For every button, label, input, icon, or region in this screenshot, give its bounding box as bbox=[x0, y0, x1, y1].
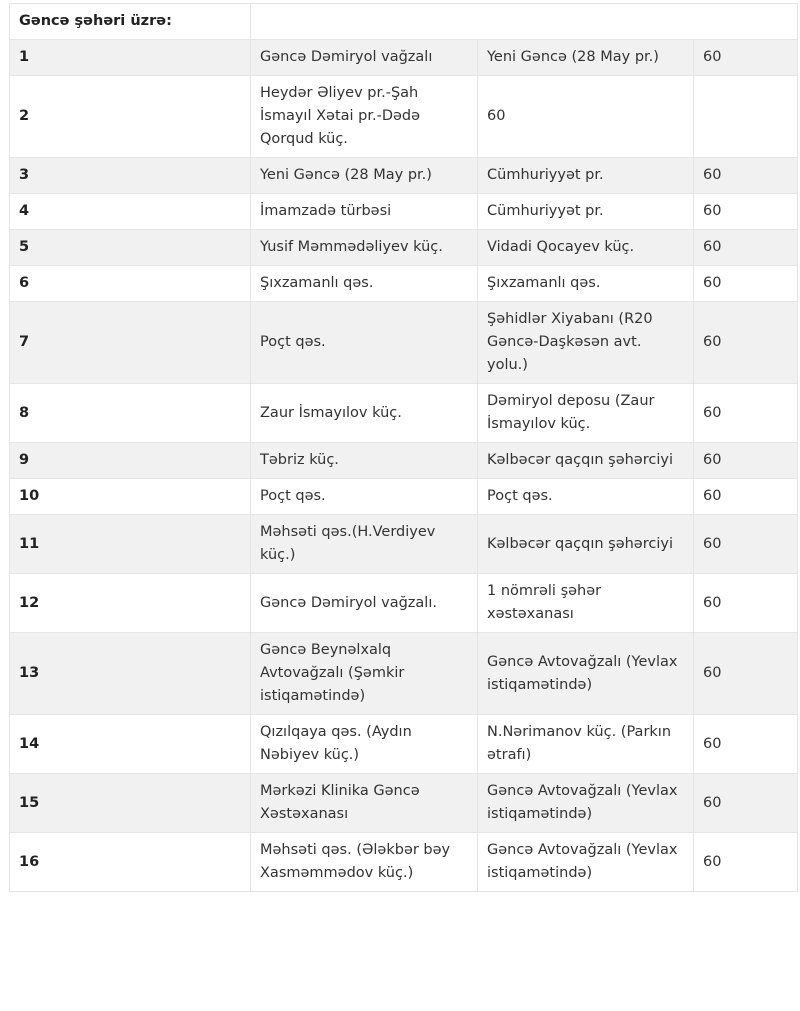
route-end: N.Nərimanov küç. (Parkın ətrafı) bbox=[478, 715, 694, 774]
row-number: 12 bbox=[10, 574, 251, 633]
speed-limit: 60 bbox=[694, 715, 798, 774]
route-end: Cümhuriyyət pr. bbox=[478, 158, 694, 194]
row-number: 16 bbox=[10, 833, 251, 892]
row-number: 13 bbox=[10, 633, 251, 715]
speed-limit: 60 bbox=[694, 40, 798, 76]
row-number: 11 bbox=[10, 515, 251, 574]
route-start: Məhsəti qəs.(H.Verdiyev küç.) bbox=[251, 515, 478, 574]
route-end: Gəncə Avtovağzalı (Yevlax istiqamətində) bbox=[478, 833, 694, 892]
table-row bbox=[10, 158, 798, 194]
route-end: Kəlbəcər qaçqın şəhərciyi bbox=[478, 515, 694, 574]
speed-limit: 60 bbox=[694, 302, 798, 384]
route-end: Şıxzamanlı qəs. bbox=[478, 266, 694, 302]
route-start: Yeni Gəncə (28 May pr.) bbox=[251, 158, 478, 194]
route-start: Mərkəzi Klinika Gəncə Xəstəxanası bbox=[251, 774, 478, 833]
route-end: Poçt qəs. bbox=[478, 479, 694, 515]
table-row bbox=[10, 774, 798, 833]
row-number: 5 bbox=[10, 230, 251, 266]
route-start: Təbriz küç. bbox=[251, 443, 478, 479]
table-row bbox=[10, 76, 798, 158]
row-number: 1 bbox=[10, 40, 251, 76]
speed-limit: 60 bbox=[694, 633, 798, 715]
table-row bbox=[10, 384, 798, 443]
route-end: 1 nömrəli şəhər xəstəxanası bbox=[478, 574, 694, 633]
route-start: Gəncə Beynəlxalq Avtovağzalı (Şəmkir istiqamətində) bbox=[251, 633, 478, 715]
row-number: 2 bbox=[10, 76, 251, 158]
speed-limit: 60 bbox=[694, 574, 798, 633]
table-row bbox=[10, 633, 798, 715]
route-end: Kəlbəcər qaçqın şəhərciyi bbox=[478, 443, 694, 479]
row-number: 3 bbox=[10, 158, 251, 194]
table-row bbox=[10, 443, 798, 479]
route-start: Zaur İsmayılov küç. bbox=[251, 384, 478, 443]
table-row bbox=[10, 715, 798, 774]
route-end: Vidadi Qocayev küç. bbox=[478, 230, 694, 266]
route-end: Yeni Gəncə (28 May pr.) bbox=[478, 40, 694, 76]
speed-limit: 60 bbox=[694, 833, 798, 892]
row-number: 6 bbox=[10, 266, 251, 302]
route-start: Gəncə Dəmiryol vağzalı. bbox=[251, 574, 478, 633]
route-end: Dəmiryol deposu (Zaur İsmayılov küç. bbox=[478, 384, 694, 443]
row-number: 8 bbox=[10, 384, 251, 443]
section-title: Gəncə şəhəri üzrə: bbox=[10, 4, 251, 40]
table-row bbox=[10, 479, 798, 515]
route-end: Cümhuriyyət pr. bbox=[478, 194, 694, 230]
row-number: 14 bbox=[10, 715, 251, 774]
speed-limit: 60 bbox=[694, 230, 798, 266]
section-header-row bbox=[10, 4, 798, 40]
table-row bbox=[10, 574, 798, 633]
speed-limit: 60 bbox=[694, 266, 798, 302]
section-header-spacer bbox=[251, 4, 798, 40]
route-start: İmamzadə türbəsi bbox=[251, 194, 478, 230]
row-number: 9 bbox=[10, 443, 251, 479]
row-number: 4 bbox=[10, 194, 251, 230]
route-start: Yusif Məmmədəliyev küç. bbox=[251, 230, 478, 266]
speed-limit: 60 bbox=[694, 384, 798, 443]
route-start: Məhsəti qəs. (Ələkbər bəy Xasməmmədov küç.) bbox=[251, 833, 478, 892]
route-end: Gəncə Avtovağzalı (Yevlax istiqamətində) bbox=[478, 633, 694, 715]
speed-limit: 60 bbox=[694, 515, 798, 574]
routes-table bbox=[9, 3, 798, 892]
route-start: Şıxzamanlı qəs. bbox=[251, 266, 478, 302]
table-row bbox=[10, 194, 798, 230]
speed-limit: 60 bbox=[694, 479, 798, 515]
speed-limit: 60 bbox=[694, 443, 798, 479]
speed-limit bbox=[694, 76, 798, 158]
route-start: Qızılqaya qəs. (Aydın Nəbiyev küç.) bbox=[251, 715, 478, 774]
table-row bbox=[10, 266, 798, 302]
route-start: Gəncə Dəmiryol vağzalı bbox=[251, 40, 478, 76]
speed-limit: 60 bbox=[694, 194, 798, 230]
route-start: Heydər Əliyev pr.-Şah İsmayıl Xətai pr.-Dədə Qorqud küç. bbox=[251, 76, 478, 158]
routes-table-body bbox=[10, 3, 798, 892]
table-row bbox=[10, 302, 798, 384]
speed-limit: 60 bbox=[694, 774, 798, 833]
route-start: Poçt qəs. bbox=[251, 479, 478, 515]
row-number: 7 bbox=[10, 302, 251, 384]
table-row bbox=[10, 230, 798, 266]
route-end: 60 bbox=[478, 76, 694, 158]
route-end: Gəncə Avtovağzalı (Yevlax istiqamətində) bbox=[478, 774, 694, 833]
speed-limit: 60 bbox=[694, 158, 798, 194]
table-row bbox=[10, 515, 798, 574]
route-end: Şəhidlər Xiyabanı (R20 Gəncə-Daşkəsən avt. yolu.) bbox=[478, 302, 694, 384]
row-number: 10 bbox=[10, 479, 251, 515]
route-start: Poçt qəs. bbox=[251, 302, 478, 384]
row-number: 15 bbox=[10, 774, 251, 833]
table-row bbox=[10, 40, 798, 76]
table-row bbox=[10, 833, 798, 892]
